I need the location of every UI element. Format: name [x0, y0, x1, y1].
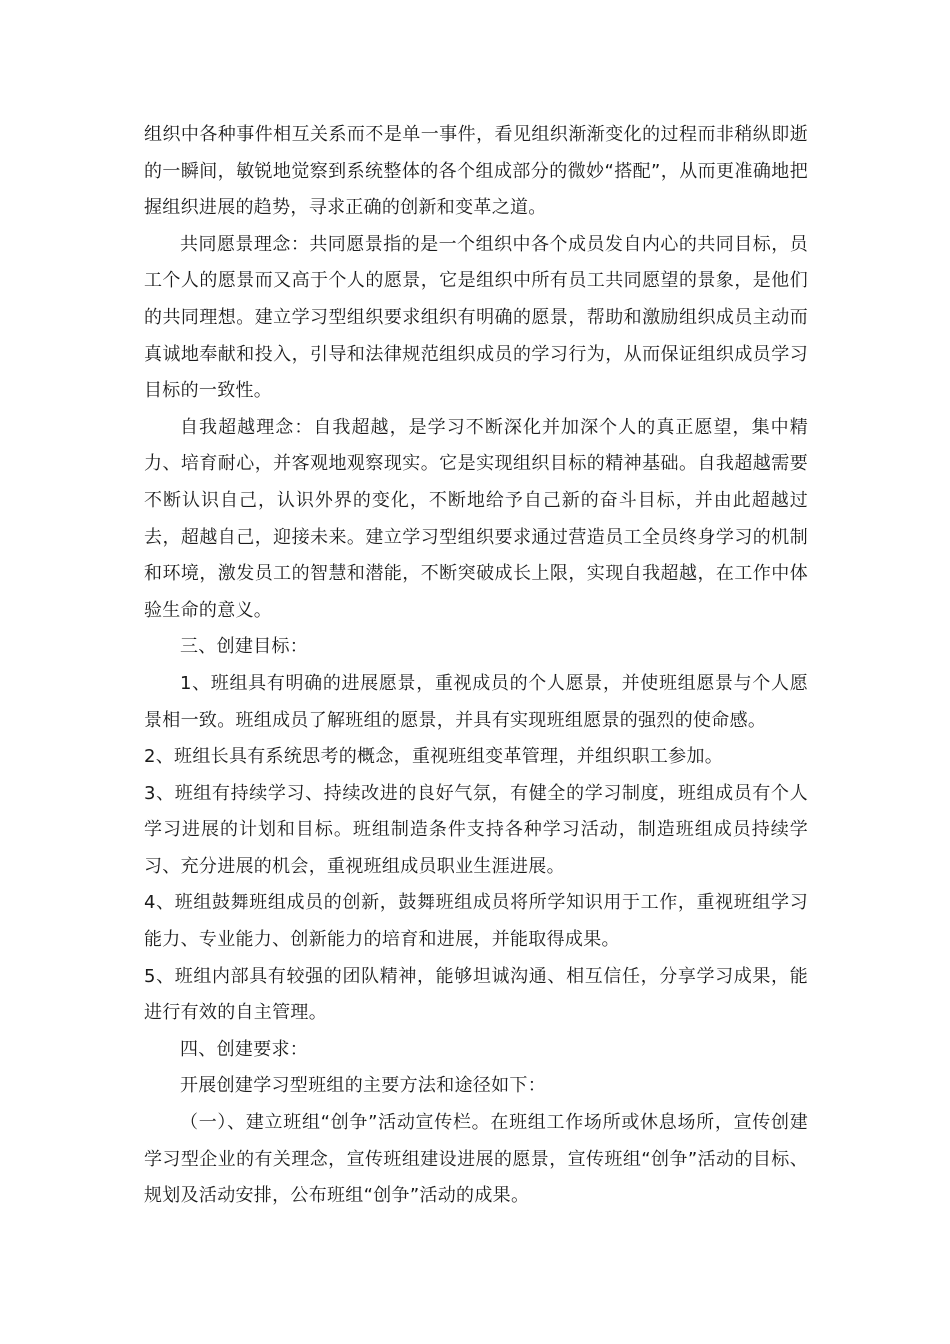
requirement-item-1: （一）、建立班组“创争”活动宣传栏。在班组工作场所或休息场所，宣传创建学习型企业的有关理念，宣传班组建设进展的愿景，宣传班组“创争”活动的目标、规划及活动安排，公布班组“创争”活动的成果。 — [144, 1112, 808, 1207]
goal-item-2: 2、班组长具有系统思考的概念，重视班组变革管理，并组织职工参加。 — [144, 746, 724, 768]
document-body — [144, 117, 808, 1215]
paragraph-systems-thinking-continued: 组织中各种事件相互关系而不是单一事件，看见组织渐渐变化的过程而非稍纵即逝的一瞬间，敏锐地觉察到系统整体的各个组成部分的微妙“搭配”，从而更准确地把握组织进展的趋势，寻求正确的创新和变革之道。 — [144, 124, 808, 219]
section-heading-requirements: 四、创建要求： — [180, 1038, 309, 1060]
goal-item-1: 1、班组具有明确的进展愿景，重视成员的个人愿景，并使班组愿景与个人愿景相一致。班组成员了解班组的愿景，并具有实现班组愿景的强烈的使命感。 — [144, 672, 808, 731]
goal-item-5: 5、班组内部具有较强的团队精神，能够坦诚沟通、相互信任，分享学习成果，能进行有效的自主管理。 — [144, 965, 808, 1024]
paragraph-shared-vision: 共同愿景理念：共同愿景指的是一个组织中各个成员发自内心的共同目标，员工个人的愿景而又高于个人的愿景，它是组织中所有员工共同愿望的景象，是他们的共同理想。建立学习型组织要求组织有明确的愿景，帮助和激励组织成员主动而真诚地奉献和投入，引导和法律规范组织成员的学习行为，从而保证组织成员学习目标的一致性。 — [144, 233, 808, 402]
goal-item-4: 4、班组鼓舞班组成员的创新，鼓舞班组成员将所学知识用于工作，重视班组学习能力、专业能力、创新能力的培育和进展，并能取得成果。 — [144, 892, 808, 951]
paragraph-methods-intro: 开展创建学习型班组的主要方法和途径如下： — [180, 1075, 546, 1097]
goal-item-3: 3、班组有持续学习、持续改进的良好气氛，有健全的学习制度，班组成员有个人学习进展的计划和目标。班组制造条件支持各种学习活动，制造班组成员持续学习、充分进展的机会，重视班组成员职业生涯进展。 — [144, 782, 808, 877]
paragraph-self-transcendence: 自我超越理念：自我超越，是学习不断深化并加深个人的真正愿望，集中精力、培育耐心，并客观地观察现实。它是实现组织目标的精神基础。自我超越需要不断认识自己，认识外界的变化，不断地给予自己新的奋斗目标，并由此超越过去，超越自己，迎接未来。建立学习型组织要求通过营造员工全员终身学习的机制和环境，激发员工的智慧和潜能，不断突破成长上限，实现自我超越，在工作中体验生命的意义。 — [144, 416, 808, 621]
section-heading-goals: 三、创建目标： — [180, 636, 309, 658]
